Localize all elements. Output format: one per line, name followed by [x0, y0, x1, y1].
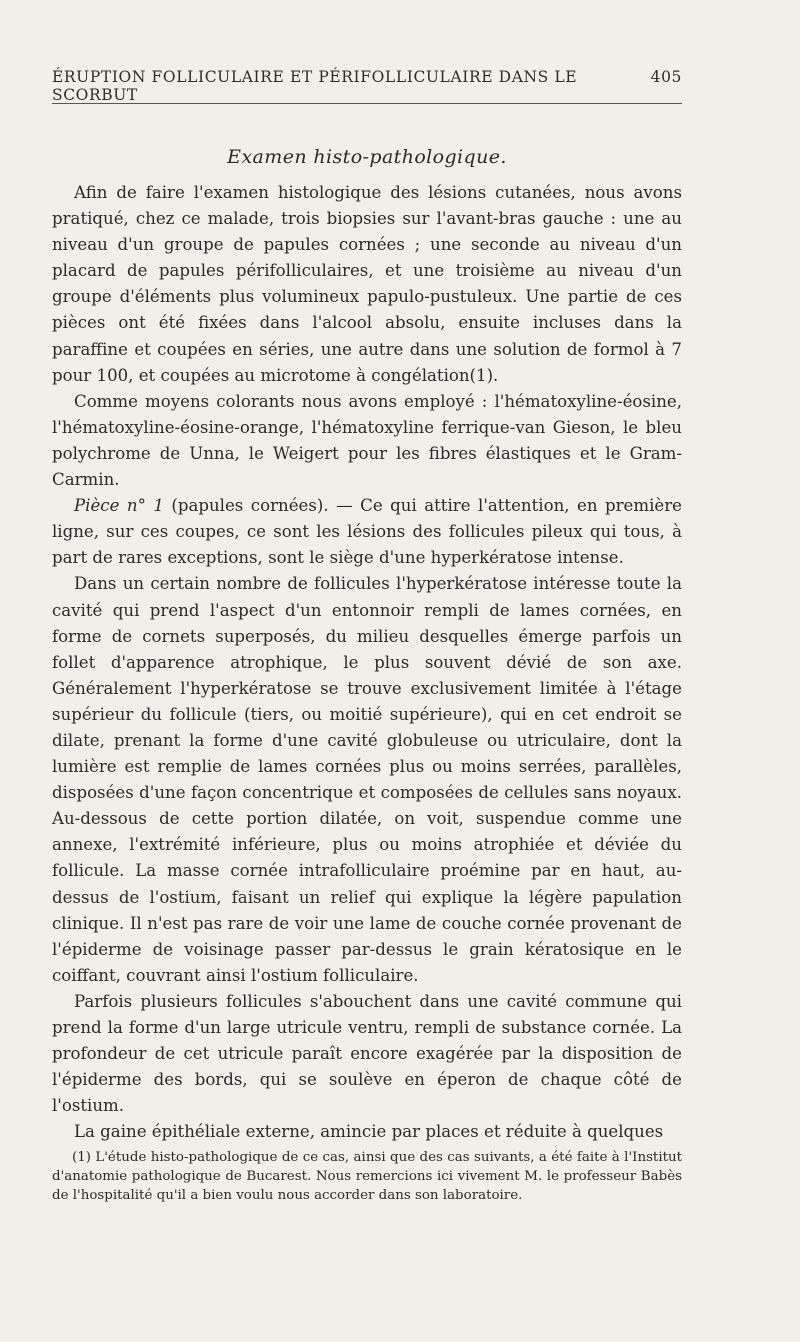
paragraph-text: (papules cornées). — Ce qui attire l'attention, en première ligne, sur ces coupes, ce sont les lésions des follicules pileux qui tous, à part de rares exceptions, sont le siège d'une hyperkératose intense. [52, 496, 682, 568]
running-head [52, 68, 682, 104]
header-rule [52, 103, 682, 104]
footnote-text: (1) L'étude histo-pathologique de ce cas, ainsi que des cas suivants, a été faite à l'Institut d'anatomie pathologique de Bucarest. Nous remercions ici vivement M. le professeur Babès de l'hospitalité qu'il a bien voulu nous accorder dans son laboratoire. [52, 1150, 682, 1204]
running-title: ÉRUPTION FOLLICULAIRE ET PÉRIFOLLICULAIRE DANS LE SCORBUT [52, 68, 578, 104]
paragraph-lead: Pièce n° 1 [74, 496, 164, 516]
footnote [52, 1148, 682, 1206]
paragraph: Parfois plusieurs follicules s'abouchent dans une cavité commune qui prend la forme d'un large utricule ventru, rempli de substance cornée. La profondeur de cet utricule paraît encore exagérée par la disposition de l'épiderme des bords, qui se soulève en éperon de chaque côté de l'ostium. [52, 991, 682, 1116]
body-text [52, 180, 682, 1145]
paragraph: Afin de faire l'examen histologique des lésions cutanées, nous avons pratiqué, chez ce malade, trois biopsies sur l'avant-bras gauche : une au niveau d'un groupe de papules cornées ; une seconde au niveau d'un placard de papules périfolliculaires, et une troisième au niveau d'un groupe d'éléments plus volumineux papulo-pustuleux. Une partie de ces pièces ont été fixées dans l'alcool absolu, ensuite incluses dans la paraffine et coupées en séries, une autre dans une solution de formol à 7 pour 100, et coupées au microtome à congélation(1). [52, 183, 682, 385]
paragraph [52, 493, 682, 571]
page-number: 405 [650, 68, 682, 86]
paragraph: Comme moyens colorants nous avons employé : l'hématoxyline-éosine, l'hématoxyline-éosine-orange, l'hématoxyline ferrique-van Gieson, le bleu polychrome de Unna, le Weigert pour les fibres élastiques et le Gram-Carmin. [52, 391, 682, 490]
paragraph: La gaine épithéliale externe, amincie par places et réduite à quelques [74, 1122, 664, 1142]
paragraph: Dans un certain nombre de follicules l'hyperkératose intéresse toute la cavité qui prend l'aspect d'un entonnoir rempli de lames cornées, en forme de cornets superposés, du milieu desquelles émerge parfois un follet d'apparence atrophique, le plus souvent dévié de son axe. Généralement l'hyperkératose se trouve exclusivement limitée à l'étage supérieur du follicule (tiers, ou moitié supérieure), qui en cet endroit se dilate, prenant la forme d'une cavité globuleuse ou utriculaire, dont la lumière est remplie de lames cornées plus ou moins serrées, parallèles, disposées d'une façon concentrique et composées de cellules sans noyaux. Au-dessous de cette portion dilatée, on voit, suspendue comme une annexe, l'extrémité inférieure, plus ou moins atrophiée et déviée du follicule. La masse cornée intrafolliculaire proémine par en haut, au-dessus de l'ostium, faisant un relief qui explique la légère papulation clinique. Il n'est pas rare de voir une lame de couche cornée provenant de l'épiderme de voisinage passer par-dessus le grain kératosique en le coiffant, couvrant ainsi l'ostium folliculaire. [52, 574, 682, 985]
section-title: Examen histo-pathologique. [227, 146, 507, 168]
